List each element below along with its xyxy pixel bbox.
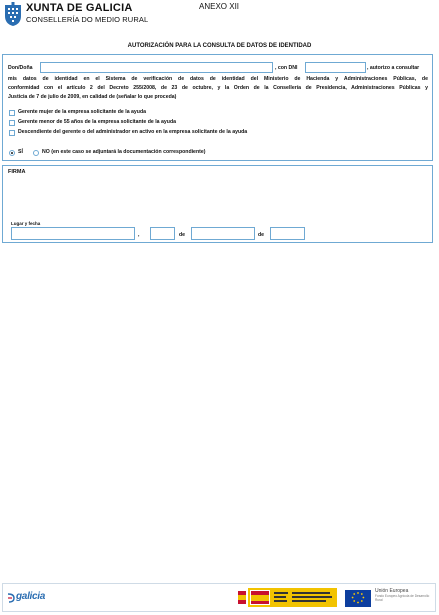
radio-yes-label: SÍ — [18, 149, 23, 155]
authorize-label: , autorizo a consultar — [367, 65, 420, 71]
eu-fund-text: Fondo Europeo Agrícola de Desarrollo Rural — [375, 594, 430, 602]
option-checkbox-1[interactable] — [9, 110, 15, 116]
option-label-3: Descendiente del gerente o del administrador en activo en la empresa solicitante de la ayuda — [18, 129, 248, 135]
spanish-government-logo-icon — [236, 588, 337, 607]
don-label: Don/Doña — [8, 65, 33, 71]
option-checkbox-3[interactable] — [9, 130, 15, 136]
place-comma: , — [138, 232, 140, 238]
department-name: CONSELLERÍA DO MEDIO RURAL — [26, 15, 149, 24]
galicia-logo-text: galicia — [16, 591, 46, 602]
xunta-crest-icon — [3, 2, 23, 27]
radio-yes[interactable] — [9, 150, 15, 156]
eu-title: Unión Europea — [375, 588, 409, 594]
option-label-2: Gerente menor de 55 años de la empresa solicitante de la ayuda — [18, 119, 176, 125]
dni-field[interactable] — [305, 62, 366, 73]
date-de-1: de — [179, 232, 186, 238]
place-date-label: Lugar y fecha — [11, 221, 41, 226]
place-field[interactable] — [11, 227, 135, 240]
option-label-1: Gerente mujer de la empresa solicitante de la ayuda — [18, 109, 147, 115]
radio-no[interactable] — [33, 150, 39, 156]
eu-flag-icon — [345, 590, 371, 607]
consent-line-1: mis datos de identidad en el Sistema de verificación de datos de identidad del Ministerio de Hacienda y Administraciones Públicas, de — [8, 76, 428, 82]
month-field[interactable] — [191, 227, 255, 240]
consent-line-3: Justicia de 7 de julio de 2009, en calidad de (señalar lo que proceda) — [8, 93, 177, 100]
radio-no-label: NO (en este caso se adjuntará la documentación correspondiente) — [42, 149, 206, 155]
year-field[interactable] — [270, 227, 305, 240]
signature-heading: FIRMA — [8, 169, 26, 175]
date-de-2: de — [258, 232, 265, 238]
name-field[interactable] — [40, 62, 273, 73]
consent-line-2: conformidad con el artículo 2 del Decreto 255/2008, de 23 de octubre, y la Orden de la Consellería de Presidencia, Administraciones Públicas y — [8, 84, 428, 91]
option-checkbox-2[interactable] — [9, 120, 15, 126]
consent-paragraph — [8, 75, 428, 101]
dni-label: , con DNI — [275, 65, 298, 71]
galicia-logo-icon — [7, 593, 15, 603]
form-title: AUTORIZACIÓN PARA LA CONSULTA DE DATOS DE IDENTIDAD — [127, 43, 312, 49]
brand-name: XUNTA DE GALICIA — [26, 2, 133, 14]
day-field[interactable] — [150, 227, 175, 240]
annex-label: ANEXO XII — [199, 2, 240, 11]
